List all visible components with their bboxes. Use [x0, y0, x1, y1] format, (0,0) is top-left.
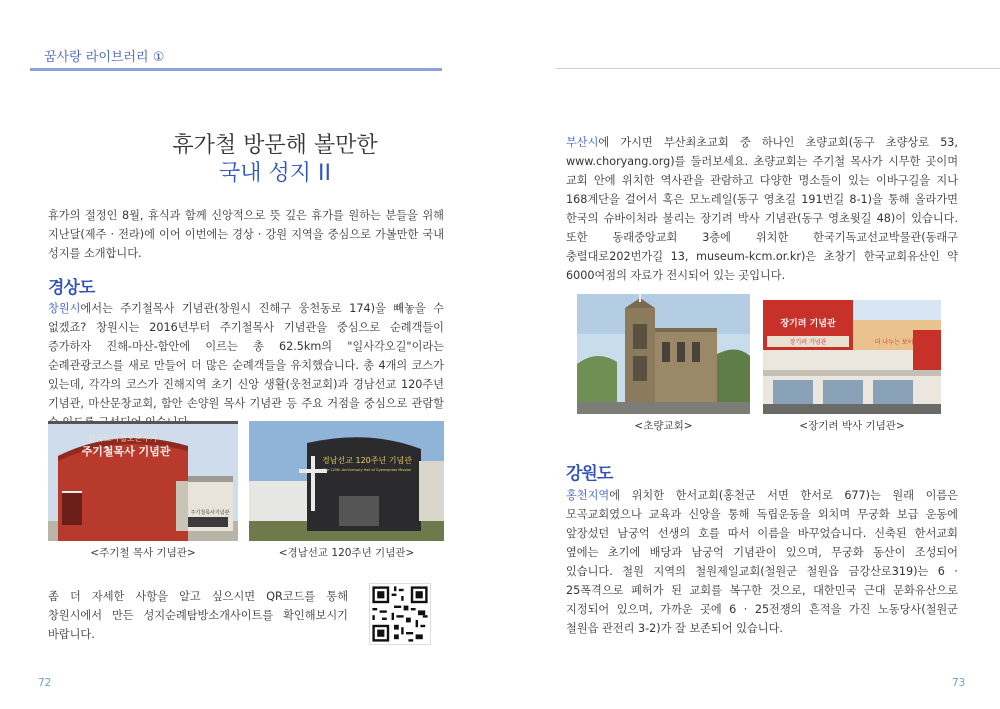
- memorial-sign-main: 주기철목사 기념관: [81, 445, 171, 458]
- memorial-sign-top: 한국도시철도본부가: [88, 434, 158, 443]
- caption-choryang-church: <초량교회>: [634, 420, 693, 432]
- qr-info-paragraph: 좀 더 자세한 사항을 알고 싶으시면 QR코드를 통해 창원시에서 만든 성지순례탐방소개사이트를 확인해보시기 바랍니다.: [48, 590, 348, 641]
- gyeongsang-paragraph: [48, 299, 444, 432]
- gangwon-body: 에 위치한 한서교회(홍천군 서면 한서로 677)는 원래 이름은 모곡교회였으나 교육과 신앙을 통해 독립운동을 외치며 무궁화 보급 운동에 앞장섰던 남궁억 선생의 호를 따서 이름을 바꾸었습니다. 신축된 한서교회 옆에는 초기에 배당과 남궁억 기념관이 있으며, 무궁화 동산이 조성되어 있습니다. 철원 지역의 철원제일교회(철원군 철원읍 금강산로319)는 6 · 25폭격으로 폐허가 된 교회를 복구한 것으로, 대한민국 근대 문화유산으로 지정되어 있으며, 가까운 곳에 6 · 25전쟁의 흔적을 가진 노동당사(철원군 철원읍 관전리 3-2)가 잘 보존되어 있습니다.: [566, 489, 958, 635]
- changwon-highlight: 창원시: [48, 302, 81, 315]
- gyeongsang-body: 에서는 주기철목사 기념관(창원시 진해구 웅천동로 174)을 빼놓을 수 없겠죠? 창원시는 2016년부터 주기철목사 기념관을 중심으로 순례객들이 증가하자 진해-마산-함안에 이르는 총 62.5km의 "일사각오길"이라는 순례관광코스를 새로 만들어 더 많은 순례객들을 유치했습니다. 총 4개의 코스가 있는데, 각각의 코스가 진해지역 초기 신앙 생활(웅천교회)과 경남선교 120주년 기념관, 마산문창교회, 함안 손양원 목사 기념관 등 주요 거점을 중심으로 관람할: [48, 302, 444, 410]
- hongcheon-highlight: 홍천지역: [566, 489, 610, 502]
- section-heading-gyeongsang: 경상도: [48, 278, 95, 298]
- busan-highlight: 부산시: [566, 136, 599, 149]
- photo-choryang-church: [577, 294, 750, 414]
- janggiryeo-signboard: 장기려 기념관: [789, 339, 827, 346]
- page-number-left: 72: [38, 677, 52, 689]
- gangwon-paragraph: [566, 486, 958, 638]
- photo-gyeongnam-mission-hall: [249, 421, 444, 541]
- mission-hall-sign-sub: The 120th Anniversary Hall of Gyeongnam Mission: [322, 468, 412, 472]
- intro-paragraph: 휴가의 절정인 8월, 휴식과 함께 신앙적으로 뜻 깊은 휴가를 원하는 분들을 위해 지난달(제주 · 전라)에 이어 이번에는 경상 · 강원 지역을 중심으로 가볼만한 국내 성지를 소개합니다.: [48, 209, 444, 260]
- photo-janggiryeo-memorial: [763, 300, 941, 414]
- article-subtitle: 국내 성지 II: [219, 161, 331, 186]
- memorial-entrance-sign: 주기철목사기념관: [190, 510, 230, 516]
- busan-paragraph: [566, 133, 958, 285]
- header-rule: [30, 68, 442, 71]
- janggiryeo-sign-sub: 더 나누는 보이소: [874, 339, 920, 346]
- qr-code-icon[interactable]: [369, 583, 431, 645]
- caption-janggiryeo-memorial: <장기려 박사 기념관>: [799, 420, 905, 432]
- janggiryeo-sign: 장기려 기념관: [780, 319, 836, 329]
- header-rule-right: [556, 68, 1000, 69]
- photo-jugicheol-memorial: [48, 421, 238, 541]
- caption-jugicheol-memorial: <주기철 목사 기념관>: [90, 547, 196, 559]
- section-heading-gangwon: 강원도: [566, 464, 613, 484]
- page-number-right: 73: [952, 677, 966, 689]
- caption-gyeongnam-mission-hall: <경남선교 120주년 기념관>: [278, 547, 415, 559]
- busan-body: 에 가시면 부산최초교회 중 하나인 초량교회(동구 초량상로 53, www.choryang.org)를 둘러보세요. 초량교회는 주기철 목사가 시무한 곳이며 교회 안에 위치한 역사관을 관람하고 다양한 명소들이 있는 이바구길을 지나 168계단을 걸어서 혹은 모노레일(동구 영초길 191번길 8-1)을 통해 올라가면 한국의 슈바이처라 불리는 장기려 박사 기념관(동구 영초윗길 48)이 있습니다. 또한 동래중앙교회 3층에 위치한 한국기독교선교박물관(동래구 충렬대로202번가길 13, museum-kcm.or.kr)은 초창기 한국교회유산인 약 6000여점의 자료가 전시되어 있는 곳입니다.: [566, 136, 958, 282]
- article-title: 휴가철 방문해 볼만한: [172, 133, 378, 158]
- header-label: 꿈사랑 라이브러리 ①: [44, 50, 165, 65]
- mission-hall-sign: 경남선교 120주년 기념관: [322, 456, 412, 465]
